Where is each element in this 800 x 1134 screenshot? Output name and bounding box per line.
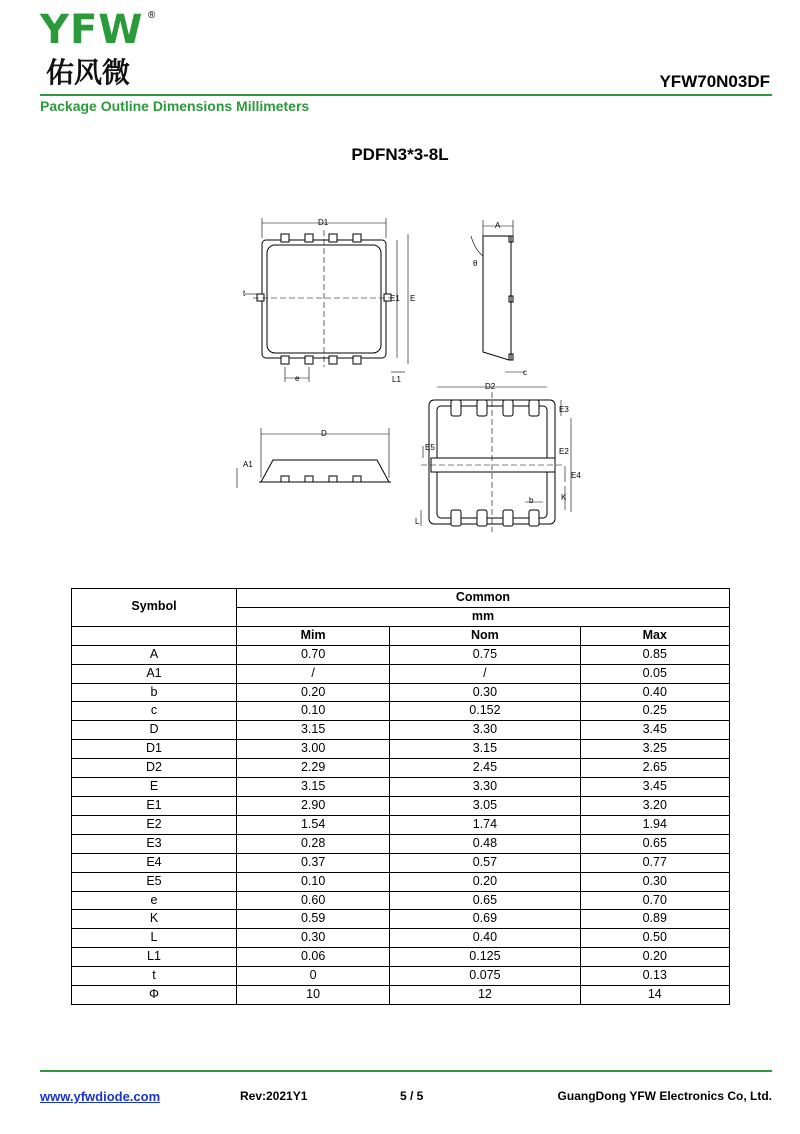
table-row <box>72 778 730 797</box>
min-cell: 0.20 <box>237 683 390 702</box>
nom-cell: 0.69 <box>390 910 580 929</box>
min-cell: 3.00 <box>237 740 390 759</box>
symbol-cell: e <box>72 891 237 910</box>
section-subtitle: Package Outline Dimensions Millimeters <box>40 98 310 114</box>
nom-cell: 3.30 <box>390 721 580 740</box>
max-cell: 3.45 <box>580 778 729 797</box>
package-outline-drawing <box>225 212 595 542</box>
max-cell: 0.89 <box>580 910 729 929</box>
dimensions-table <box>71 588 730 1005</box>
min-cell: 0.06 <box>237 948 390 967</box>
table-row <box>72 929 730 948</box>
label-e: e <box>295 374 300 383</box>
table-row <box>72 721 730 740</box>
min-cell: 10 <box>237 986 390 1005</box>
symbol-cell: E5 <box>72 872 237 891</box>
nom-cell: 3.15 <box>390 740 580 759</box>
max-cell: 0.40 <box>580 683 729 702</box>
min-cell: 2.29 <box>237 759 390 778</box>
max-cell: 0.50 <box>580 929 729 948</box>
front-view <box>237 428 391 488</box>
nom-cell: 3.05 <box>390 796 580 815</box>
nom-cell: 0.075 <box>390 967 580 986</box>
page-number: 5 / 5 <box>400 1089 424 1103</box>
symbol-cell: b <box>72 683 237 702</box>
max-cell: 3.20 <box>580 796 729 815</box>
nom-cell: 0.40 <box>390 929 580 948</box>
min-cell: 0.70 <box>237 645 390 664</box>
max-cell: 0.77 <box>580 853 729 872</box>
label-A1: A1 <box>243 460 253 469</box>
label-D1: D1 <box>318 218 329 227</box>
nom-cell: 1.74 <box>390 815 580 834</box>
min-cell: 2.90 <box>237 796 390 815</box>
label-E1: E1 <box>390 294 400 303</box>
side-view <box>471 220 525 372</box>
max-cell: 3.45 <box>580 721 729 740</box>
min-cell: 1.54 <box>237 815 390 834</box>
max-cell: 3.25 <box>580 740 729 759</box>
max-cell: 2.65 <box>580 759 729 778</box>
unit-header: mm <box>237 607 730 626</box>
symbol-cell: t <box>72 967 237 986</box>
max-cell: 0.05 <box>580 664 729 683</box>
common-header: Common <box>237 589 730 608</box>
top-view <box>245 218 408 382</box>
nom-cell: 0.30 <box>390 683 580 702</box>
header-divider <box>40 94 772 96</box>
max-cell: 0.65 <box>580 834 729 853</box>
table-row <box>72 759 730 778</box>
max-cell: 14 <box>580 986 729 1005</box>
label-b: b <box>529 496 534 505</box>
symbol-cell: L1 <box>72 948 237 967</box>
symbol-cell: A <box>72 645 237 664</box>
symbol-cell: D <box>72 721 237 740</box>
table-row <box>72 796 730 815</box>
symbol-header: Symbol <box>72 589 237 627</box>
max-cell: 0.85 <box>580 645 729 664</box>
max-cell: 0.13 <box>580 967 729 986</box>
logo-text-cn: 佑风微 <box>46 56 131 89</box>
table-row <box>72 702 730 721</box>
table-row <box>72 986 730 1005</box>
table-row <box>72 948 730 967</box>
nom-cell: 12 <box>390 986 580 1005</box>
label-D2: D2 <box>485 382 496 391</box>
symbol-cell: D1 <box>72 740 237 759</box>
min-cell: 0.30 <box>237 929 390 948</box>
symbol-cell: E4 <box>72 853 237 872</box>
label-E: E <box>410 294 416 303</box>
label-E2: E2 <box>559 447 569 456</box>
nom-cell: 0.20 <box>390 872 580 891</box>
col-max-header: Max <box>580 626 729 645</box>
nom-cell: 0.152 <box>390 702 580 721</box>
nom-cell: 0.75 <box>390 645 580 664</box>
max-cell: 0.25 <box>580 702 729 721</box>
min-cell: 0 <box>237 967 390 986</box>
table-row <box>72 910 730 929</box>
symbol-cell: K <box>72 910 237 929</box>
symbol-cell: E3 <box>72 834 237 853</box>
min-cell: / <box>237 664 390 683</box>
table-row <box>72 683 730 702</box>
label-L1: L1 <box>392 375 401 384</box>
symbol-cell: Φ <box>72 986 237 1005</box>
symbol-cell: A1 <box>72 664 237 683</box>
table-row <box>72 872 730 891</box>
min-cell: 0.10 <box>237 872 390 891</box>
table-row <box>72 891 730 910</box>
min-cell: 0.10 <box>237 702 390 721</box>
symbol-cell: E <box>72 778 237 797</box>
nom-cell: 2.45 <box>390 759 580 778</box>
label-K: K <box>561 493 567 502</box>
nom-cell: 0.125 <box>390 948 580 967</box>
company-name: GuangDong YFW Electronics Co, Ltd. <box>557 1089 772 1103</box>
label-c: c <box>523 368 527 377</box>
symbol-cell: E1 <box>72 796 237 815</box>
nom-cell: / <box>390 664 580 683</box>
dimensions-table-body <box>72 645 730 1004</box>
registered-mark: ® <box>148 10 156 21</box>
symbol-cell: E2 <box>72 815 237 834</box>
nom-cell: 0.65 <box>390 891 580 910</box>
min-cell: 0.60 <box>237 891 390 910</box>
label-E5: E5 <box>425 443 435 452</box>
min-cell: 3.15 <box>237 721 390 740</box>
table-row <box>72 645 730 664</box>
nom-cell: 0.57 <box>390 853 580 872</box>
nom-cell: 0.48 <box>390 834 580 853</box>
table-row <box>72 967 730 986</box>
col-min-header: Mim <box>237 626 390 645</box>
website-link[interactable]: www.yfwdiode.com <box>40 1089 161 1104</box>
label-E3: E3 <box>559 405 569 414</box>
col-nom-header: Nom <box>390 626 580 645</box>
symbol-cell: L <box>72 929 237 948</box>
table-row <box>72 834 730 853</box>
table-row <box>72 815 730 834</box>
max-cell: 0.70 <box>580 891 729 910</box>
label-t: t <box>243 289 246 298</box>
label-D: D <box>321 429 327 438</box>
part-number: YFW70N03DF <box>659 72 770 91</box>
bottom-view <box>421 387 571 532</box>
min-cell: 0.59 <box>237 910 390 929</box>
label-A: A <box>495 221 501 230</box>
symbol-cell: D2 <box>72 759 237 778</box>
table-row <box>72 740 730 759</box>
table-row <box>72 853 730 872</box>
min-cell: 0.28 <box>237 834 390 853</box>
package-title: PDFN3*3-8L <box>351 145 449 164</box>
nom-cell: 3.30 <box>390 778 580 797</box>
label-E4: E4 <box>571 471 581 480</box>
logo-text-en: YFW <box>40 7 144 53</box>
revision-text: Rev:2021Y1 <box>240 1089 308 1103</box>
min-cell: 3.15 <box>237 778 390 797</box>
company-logo <box>40 8 170 94</box>
min-cell: 0.37 <box>237 853 390 872</box>
max-cell: 0.20 <box>580 948 729 967</box>
symbol-cell: c <box>72 702 237 721</box>
label-theta: θ <box>473 259 478 268</box>
max-cell: 1.94 <box>580 815 729 834</box>
max-cell: 0.30 <box>580 872 729 891</box>
table-row <box>72 664 730 683</box>
footer-divider <box>40 1070 772 1072</box>
label-L: L <box>415 517 420 526</box>
